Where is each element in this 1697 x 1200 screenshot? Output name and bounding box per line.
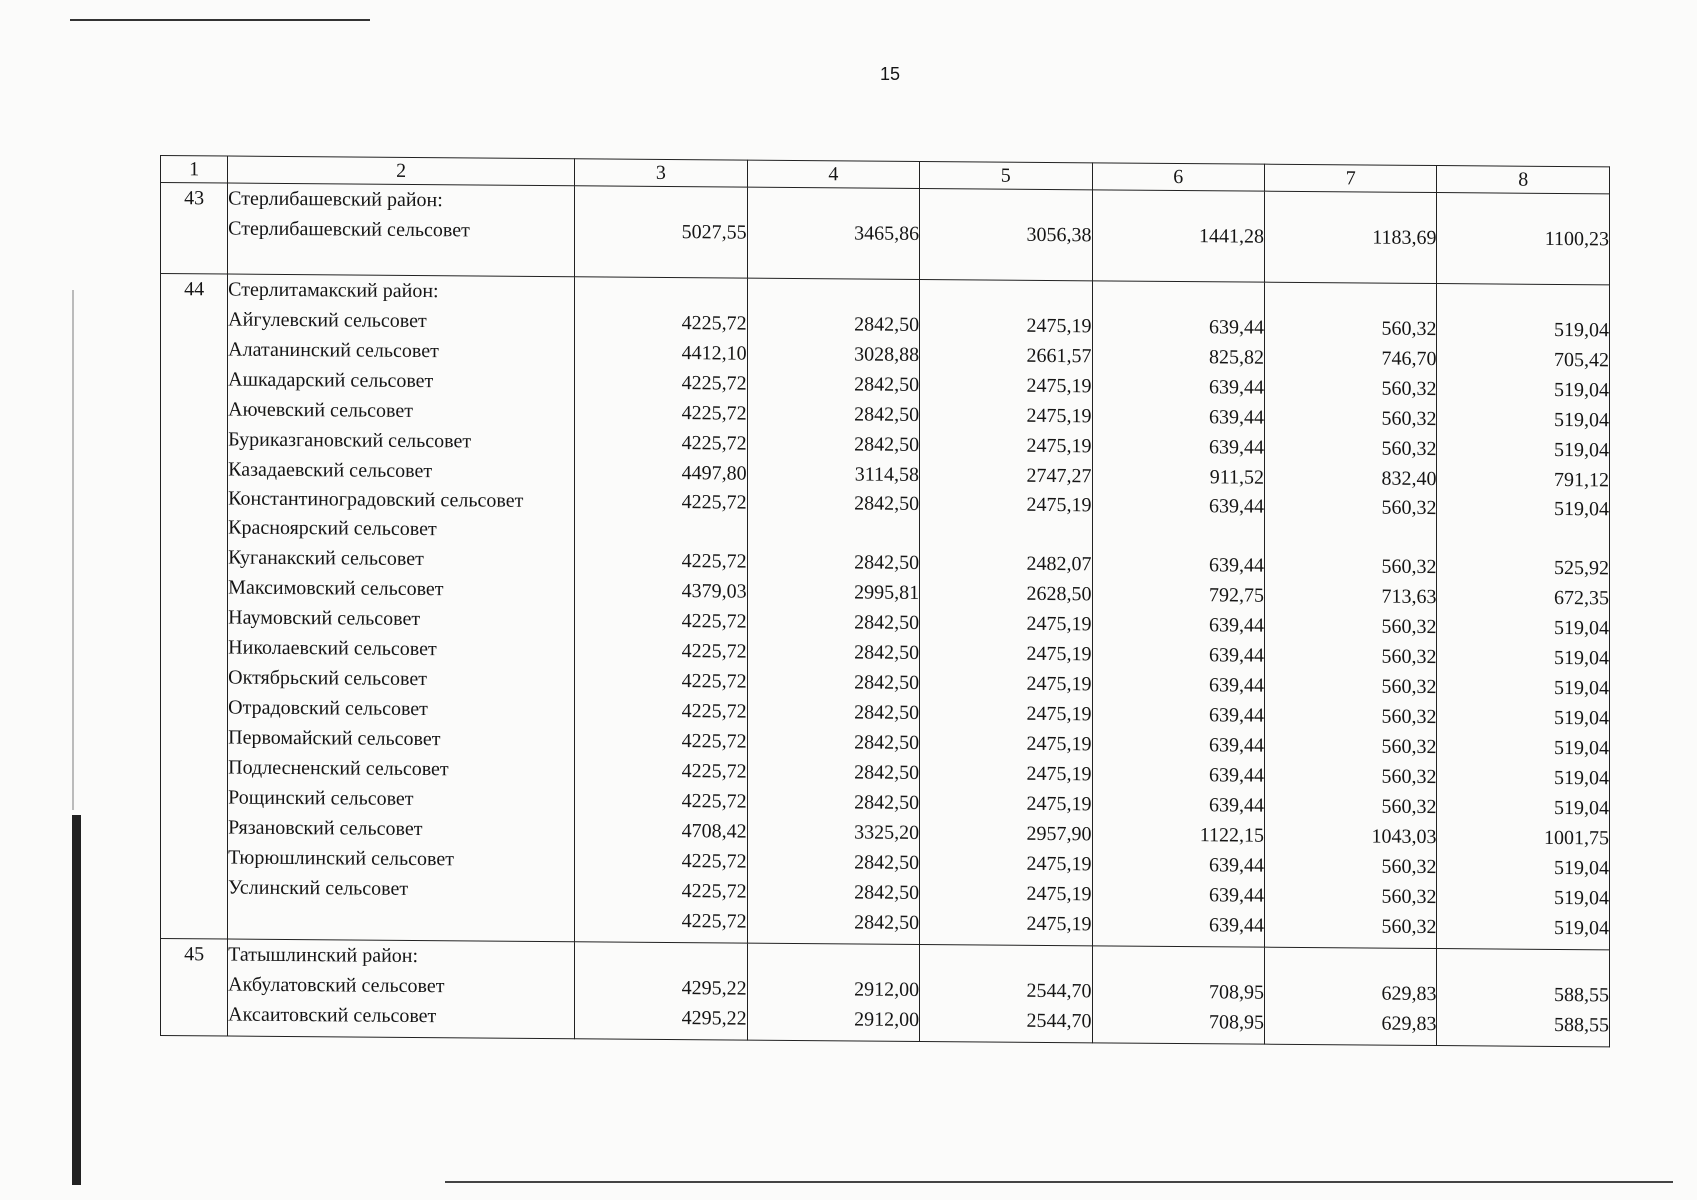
value: 519,04 — [1554, 378, 1609, 402]
value: 1122,15 — [1199, 824, 1264, 847]
value: 629,83 — [1381, 1012, 1437, 1036]
district-value-blank — [920, 280, 1091, 311]
value: 2842,50 — [854, 851, 920, 874]
value: 2475,19 — [1026, 642, 1092, 666]
value: 588,55 — [1554, 983, 1609, 1007]
value: 1001,75 — [1544, 826, 1609, 850]
column-header: 3 — [575, 159, 747, 187]
value: 519,04 — [1554, 616, 1609, 640]
name-cell — [228, 274, 575, 942]
value: 519,04 — [1554, 916, 1609, 940]
value: 560,32 — [1381, 885, 1437, 909]
settlement-name: Первомайский сельсовет — [228, 726, 441, 751]
value: 2475,19 — [1026, 912, 1092, 936]
district-value-blank — [1265, 948, 1436, 979]
column-header: 6 — [1092, 163, 1264, 191]
value: 519,04 — [1554, 766, 1609, 790]
district-value-blank — [920, 945, 1091, 976]
value: 1441,28 — [1199, 225, 1264, 248]
value: 2842,50 — [854, 791, 920, 814]
settlement-name: Октябрьский сельсовет — [228, 666, 427, 691]
district-value-blank — [1093, 190, 1264, 221]
value: 792,75 — [1209, 584, 1264, 607]
value: 2475,19 — [1026, 672, 1092, 696]
value: 639,44 — [1209, 884, 1264, 907]
value: 2475,19 — [1026, 374, 1092, 398]
value: 2475,19 — [1026, 852, 1092, 876]
table-body — [161, 156, 1610, 1047]
settlement-name: Аючевский сельсовет — [228, 398, 413, 422]
district-value-blank — [748, 944, 919, 975]
value: 4225,72 — [681, 550, 747, 573]
value: 708,95 — [1209, 981, 1264, 1004]
value: 2475,19 — [1026, 493, 1092, 517]
group-spacer — [228, 903, 574, 942]
value: 2842,50 — [854, 731, 920, 754]
value-cell — [575, 277, 747, 943]
settlement-name: Аксаитовский сельсовет — [228, 1003, 437, 1028]
value: 560,32 — [1381, 675, 1437, 699]
row-number-text: 45 — [184, 943, 205, 966]
value: 2912,00 — [854, 978, 920, 1001]
value: 519,04 — [1554, 886, 1609, 910]
value: 2747,27 — [1026, 464, 1092, 488]
value: 2544,70 — [1026, 979, 1092, 1003]
value: 519,04 — [1554, 408, 1609, 432]
settlement-name: Отрадовский сельсовет — [228, 696, 428, 721]
settlement-name: Рощинский сельсовет — [228, 786, 414, 810]
value: 2842,50 — [854, 492, 920, 515]
value: 560,32 — [1381, 795, 1437, 819]
district-value-blank — [1437, 949, 1609, 980]
value: 560,32 — [1381, 855, 1437, 879]
value: 519,04 — [1554, 796, 1609, 820]
value-cell — [920, 188, 1092, 280]
value: 519,04 — [1554, 646, 1609, 670]
value: 713,63 — [1381, 585, 1437, 609]
value: 2475,19 — [1026, 314, 1092, 338]
settlement-name: Куганакский сельсовет — [228, 546, 424, 571]
district-name: Татышлинский район: — [228, 943, 419, 968]
value: 2842,50 — [854, 313, 920, 336]
value: 639,44 — [1209, 794, 1264, 817]
district-value-blank — [575, 277, 746, 308]
settlement-name: Акбулатовский сельсовет — [228, 973, 445, 998]
value: 560,32 — [1381, 377, 1437, 401]
value: 746,70 — [1381, 347, 1437, 371]
district-value-blank — [920, 189, 1091, 220]
value: 2475,19 — [1026, 434, 1092, 458]
value: 4225,72 — [681, 432, 747, 455]
value: 519,04 — [1554, 736, 1609, 760]
column-header: 1 — [161, 156, 228, 184]
value: 639,44 — [1209, 376, 1264, 399]
value: 639,44 — [1209, 644, 1264, 667]
value: 2995,81 — [854, 581, 920, 604]
value-cell — [1265, 282, 1437, 948]
row-number-text: 44 — [184, 278, 205, 301]
district-value-blank — [1093, 946, 1264, 977]
district-value-blank — [1265, 283, 1436, 314]
district-value-blank — [1437, 284, 1609, 315]
value: 2912,00 — [854, 1008, 920, 1031]
value: 2842,50 — [854, 373, 920, 396]
value-cell — [747, 278, 919, 944]
value: 639,44 — [1209, 554, 1264, 577]
value-cell — [1092, 281, 1264, 947]
settlement-name: Рязановский сельсовет — [228, 816, 423, 841]
value: 2475,19 — [1026, 792, 1092, 816]
value: 2842,50 — [854, 701, 920, 724]
value: 3056,38 — [1026, 223, 1092, 247]
value: 2475,19 — [1026, 612, 1092, 636]
value: 560,32 — [1381, 555, 1437, 579]
table-group-row — [161, 183, 1610, 285]
value: 560,32 — [1381, 407, 1437, 431]
value: 639,44 — [1209, 436, 1264, 459]
value: 639,44 — [1209, 914, 1264, 937]
group-spacer — [228, 244, 574, 277]
value: 2482,07 — [1026, 552, 1092, 576]
value: 3325,20 — [854, 821, 920, 844]
value-cell — [1092, 190, 1264, 282]
value: 588,55 — [1554, 1013, 1609, 1037]
value: 560,32 — [1381, 705, 1437, 729]
value: 639,44 — [1209, 704, 1264, 727]
value: 519,04 — [1554, 438, 1609, 462]
district-name: Стерлитамакский район: — [228, 278, 439, 303]
settlement-name: Красноярский сельсовет — [228, 516, 437, 541]
value: 4225,72 — [681, 880, 747, 903]
value: 2475,19 — [1026, 882, 1092, 906]
value: 4295,22 — [681, 977, 747, 1000]
value: 825,82 — [1209, 346, 1264, 369]
name-cell — [228, 183, 575, 277]
value: 639,44 — [1209, 614, 1264, 637]
value: 560,32 — [1381, 915, 1437, 939]
page-number: 15 — [879, 64, 901, 84]
bottom-rule — [445, 1181, 1673, 1183]
value: 4379,03 — [681, 580, 747, 603]
value: 4225,72 — [681, 491, 747, 514]
column-header: 8 — [1437, 166, 1610, 194]
value-cell — [575, 186, 747, 278]
settlement-name: Константиноградовский сельсовет — [228, 487, 524, 512]
value: 2842,50 — [854, 641, 920, 664]
value: 639,44 — [1209, 734, 1264, 757]
value-cell — [1437, 193, 1610, 285]
name-cell — [228, 939, 575, 1039]
scan-edge-faint — [72, 290, 74, 810]
column-header: 4 — [747, 160, 919, 188]
row-number-text: 43 — [184, 187, 205, 210]
value: 2842,50 — [854, 911, 920, 934]
value: 4225,72 — [681, 760, 747, 783]
value-cell — [920, 944, 1092, 1042]
value-cell — [1265, 191, 1437, 283]
value: 4225,72 — [681, 700, 747, 723]
value-cell — [1437, 949, 1610, 1047]
value: 560,32 — [1381, 615, 1437, 639]
value: 4225,72 — [681, 402, 747, 425]
column-header: 2 — [228, 156, 575, 186]
value: 705,42 — [1554, 348, 1609, 372]
value: 1100,23 — [1544, 227, 1609, 251]
scan-edge-bar — [72, 815, 81, 1185]
value: 639,44 — [1209, 316, 1264, 339]
value: 4225,72 — [681, 850, 747, 873]
value: 4225,72 — [681, 670, 747, 693]
settlement-name: Тюрюшлинский сельсовет — [228, 846, 454, 871]
value: 2475,19 — [1026, 732, 1092, 756]
value: 629,83 — [1381, 982, 1437, 1006]
value: 4708,42 — [681, 820, 747, 843]
table-group-row — [161, 274, 1610, 950]
value: 519,04 — [1554, 318, 1609, 342]
value: 3028,88 — [854, 343, 920, 366]
value: 4412,10 — [681, 342, 747, 365]
value-cell — [747, 187, 919, 279]
value: 2842,50 — [854, 433, 920, 456]
district-value-blank — [575, 186, 746, 217]
value: 2842,50 — [854, 881, 920, 904]
value: 2475,19 — [1026, 404, 1092, 428]
column-header: 7 — [1265, 164, 1437, 192]
value-cell — [1092, 946, 1264, 1044]
value: 4225,72 — [681, 790, 747, 813]
value: 519,04 — [1554, 706, 1609, 730]
value: 2475,19 — [1026, 762, 1092, 786]
table-group-row — [161, 939, 1610, 1047]
district-value-blank — [575, 942, 746, 973]
value: 5027,55 — [681, 221, 747, 244]
value: 2842,50 — [854, 761, 920, 784]
value: 832,40 — [1381, 467, 1437, 491]
value: 4225,72 — [681, 640, 747, 663]
value: 639,44 — [1209, 674, 1264, 697]
settlement-name: Услинский сельсовет — [228, 876, 409, 900]
value: 4225,72 — [681, 730, 747, 753]
settlement-name: Максимовский сельсовет — [228, 576, 444, 601]
row-number — [161, 183, 228, 275]
value: 2842,50 — [854, 551, 920, 574]
district-value-blank — [1437, 193, 1609, 224]
settlement-name: Николаевский сельсовет — [228, 636, 437, 661]
value: 3114,58 — [854, 463, 920, 486]
settlement-name: Наумовский сельсовет — [228, 606, 421, 631]
district-value-blank — [748, 279, 919, 310]
value-cell — [1437, 284, 1610, 950]
value: 2842,50 — [854, 671, 920, 694]
value: 560,32 — [1381, 645, 1437, 669]
value: 4497,80 — [681, 462, 747, 485]
value: 560,32 — [1381, 496, 1437, 520]
value: 4225,72 — [681, 910, 747, 933]
row-number — [161, 274, 228, 940]
settlement-name: Ашкадарский сельсовет — [228, 368, 434, 393]
value: 4225,72 — [681, 372, 747, 395]
value: 519,04 — [1554, 856, 1609, 880]
top-rule — [70, 19, 370, 21]
row-number — [161, 939, 228, 1037]
data-table — [160, 155, 1610, 1047]
value: 4225,72 — [681, 610, 747, 633]
settlement-name: Подлесненский сельсовет — [228, 756, 449, 781]
district-name: Стерлибашевский район: — [228, 187, 443, 212]
district-value-blank — [1093, 281, 1264, 312]
settlement-name: Стерлибашевский сельсовет — [228, 217, 470, 242]
settlement-name: Буриказгановский сельсовет — [228, 428, 472, 453]
district-value-blank — [748, 188, 919, 219]
value: 672,35 — [1554, 586, 1609, 610]
value: 639,44 — [1209, 406, 1264, 429]
value: 4225,72 — [681, 312, 747, 335]
value: 1183,69 — [1372, 226, 1437, 250]
district-value-blank — [1265, 192, 1436, 223]
value-cell — [920, 279, 1092, 945]
column-header: 5 — [920, 161, 1092, 189]
settlement-name: Айгулевский сельсовет — [228, 308, 427, 333]
value: 2842,50 — [854, 611, 920, 634]
value: 2957,90 — [1026, 822, 1092, 846]
value: 3465,86 — [854, 222, 920, 245]
value: 639,44 — [1209, 495, 1264, 518]
settlement-name: Алатанинский сельсовет — [228, 338, 439, 363]
value: 560,32 — [1381, 437, 1437, 461]
value: 639,44 — [1209, 764, 1264, 787]
value: 2661,57 — [1026, 344, 1092, 368]
value: 560,32 — [1381, 317, 1437, 341]
value: 4295,22 — [681, 1007, 747, 1030]
value: 560,32 — [1381, 765, 1437, 789]
value: 560,32 — [1381, 735, 1437, 759]
value-cell — [575, 942, 747, 1040]
value: 2544,70 — [1026, 1009, 1092, 1033]
value: 1043,03 — [1371, 825, 1437, 849]
value: 519,04 — [1554, 497, 1609, 521]
value: 2475,19 — [1026, 702, 1092, 726]
settlement-name: Казадаевский сельсовет — [228, 458, 433, 483]
value: 791,12 — [1554, 468, 1609, 492]
value: 2842,50 — [854, 403, 920, 426]
value: 911,52 — [1209, 466, 1264, 489]
value: 2628,50 — [1026, 582, 1092, 606]
value: 525,92 — [1554, 556, 1609, 580]
value-cell — [1265, 947, 1437, 1045]
value: 708,95 — [1209, 1011, 1264, 1034]
value-cell — [747, 943, 919, 1041]
value: 519,04 — [1554, 676, 1609, 700]
value: 639,44 — [1209, 854, 1264, 877]
